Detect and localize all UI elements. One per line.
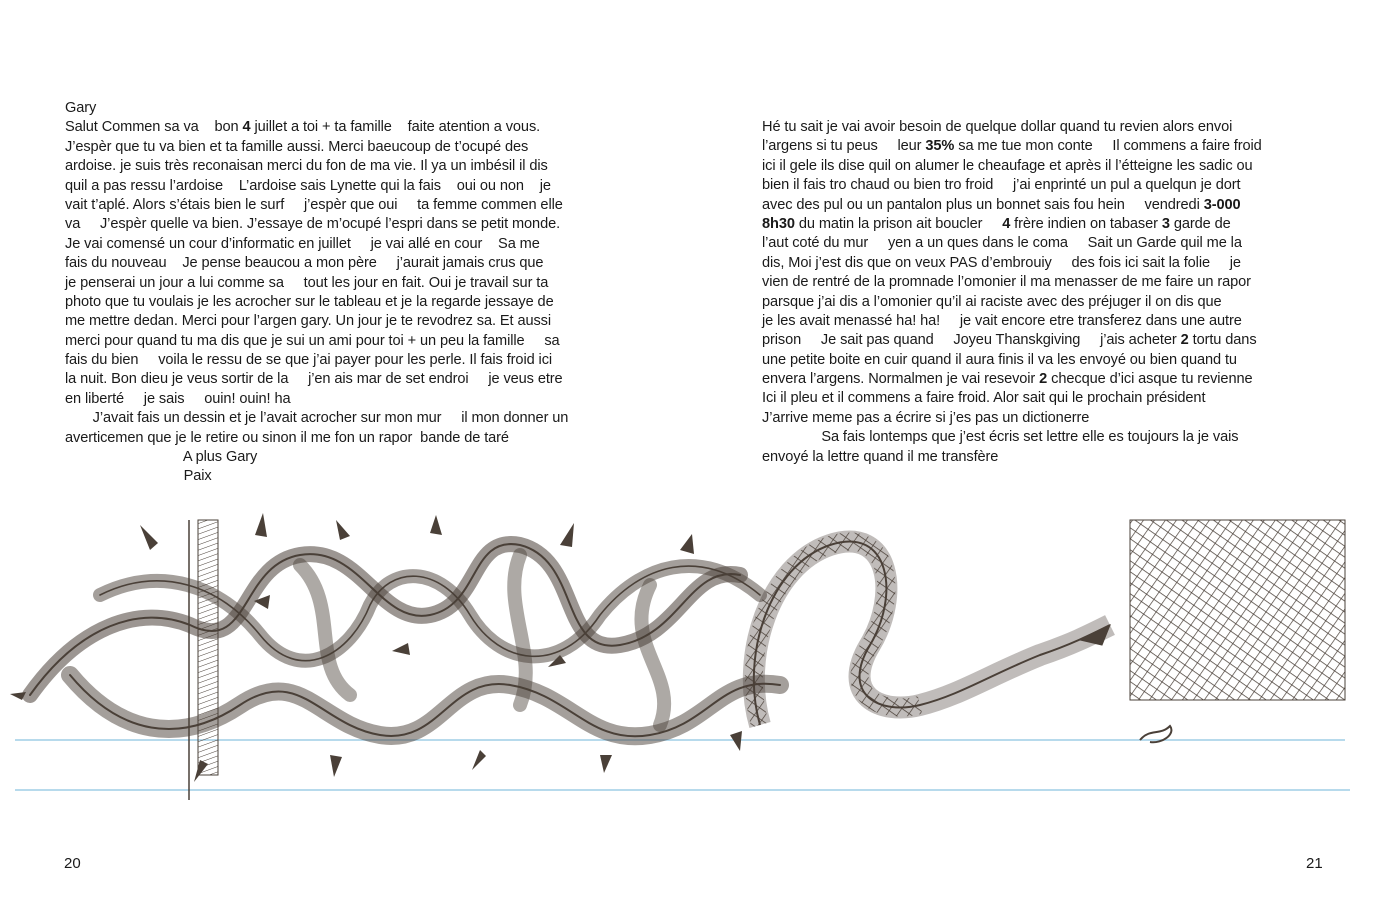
text-segment: Hé tu sait je vai avoir besoin de quelque dollar quand tu revien alors envoi <box>762 119 1233 135</box>
text-segment: juillet a toi + ta famille faite atention a vous. <box>250 119 541 136</box>
text-segment: une petite boite en cuir quand il aura finis il va les envoyé ou bien quand tu <box>762 351 1237 368</box>
text-line <box>762 157 1302 176</box>
text-line <box>762 312 1302 331</box>
text-segment: je les avait menassé ha! ha! je vait encore etre transferez dans une autre <box>762 312 1242 329</box>
text-segment: ici il gele ils dise quil on alumer le cheaufage et après il l’étteigne les sadic ou <box>762 157 1253 174</box>
text-segment: garde de <box>1169 215 1231 232</box>
text-line <box>65 196 605 215</box>
text-line <box>65 293 605 312</box>
text-line <box>65 274 605 293</box>
bold-number: 35% <box>925 138 955 155</box>
text-segment: me mettre dedan. Merci pour l’argen gary. Un jour je te revodrez sa. Et aussi <box>65 313 552 330</box>
text-segment: merci pour quand tu ma dis que je sui un ami pour toi + un peu la famille sa <box>65 332 560 349</box>
text-line <box>65 467 605 486</box>
text-segment: vait t’aplé. Alors s’étais bien le surf j’espèr que oui ta femme commen elle <box>65 196 563 213</box>
text-segment: vien de rentré de la promnade l’omonier il ma menasser de me faire un rapor <box>762 274 1251 291</box>
text-line <box>762 293 1302 312</box>
bold-number: 2 <box>1039 371 1048 388</box>
text-segment: quil a pas ressu l’ardoise L’ardoise sais Lynette qui la fais oui ou non je <box>65 177 551 194</box>
snake <box>754 541 1172 742</box>
text-segment: averticemen que je le retire ou sinon il me fon un rapor bande de taré <box>65 429 509 446</box>
text-segment: Ici il pleu et il commens a faire froid. Alor sait qui le prochain président <box>762 390 1206 407</box>
text-line <box>65 254 605 273</box>
bold-number: 3-000 <box>1203 196 1241 213</box>
text-line <box>762 254 1302 273</box>
text-line <box>65 370 605 389</box>
text-line <box>65 138 605 157</box>
text-line <box>762 389 1302 408</box>
text-segment: Sa fais lontemps que j’est écris set lettre elle es toujours la je vais <box>762 429 1239 446</box>
thorny-vine-drawing <box>0 505 1393 815</box>
bold-number: 8h30 <box>762 215 795 232</box>
text-line <box>65 118 605 137</box>
text-line <box>65 429 605 448</box>
text-segment: la nuit. Bon dieu je veus sortir de la j’en ais mar de set endroi je veus etre <box>65 371 563 388</box>
text-segment: Paix <box>65 468 212 485</box>
text-line <box>762 234 1302 253</box>
text-line <box>762 273 1302 292</box>
text-segment: photo que tu voulais je les acrocher sur le tableau et je la regarde jessaye de <box>65 293 554 310</box>
right-page-letter <box>762 118 1302 467</box>
text-segment: fais du bien voila le ressu de se que j’ai payer pour les perle. Il fais froid ici <box>65 352 553 369</box>
text-segment: va J’espèr quelle va bien. J’essaye de m’ocupé l’espri dans se petit monde. <box>65 216 561 233</box>
text-line <box>65 448 605 467</box>
text-segment: J’espèr que tu va bien et ta famille aussi. Merci baeucoup de t’ocupé des <box>65 138 529 155</box>
text-line <box>65 177 605 196</box>
text-line <box>65 99 605 118</box>
bold-number: 4 <box>242 119 251 136</box>
thorny-vines <box>30 544 780 736</box>
crosshatched-block <box>1130 520 1345 700</box>
page-number-left: 20 <box>64 855 81 872</box>
text-line <box>762 331 1302 350</box>
text-line <box>762 409 1302 428</box>
text-line <box>762 215 1302 234</box>
text-line <box>65 157 605 176</box>
text-line <box>65 409 605 428</box>
text-line <box>762 351 1302 370</box>
text-segment: en liberté je sais ouin! ouin! ha <box>65 390 291 407</box>
text-line <box>762 118 1302 137</box>
text-line <box>65 312 605 331</box>
bold-number: 4 <box>1002 215 1011 232</box>
text-segment: envera l’argens. Normalmen je vai resevoir <box>762 371 1040 388</box>
text-segment: du matin la prison ait boucler <box>794 215 1003 232</box>
page-number-right: 21 <box>1306 855 1323 872</box>
text-segment: Je vai comensé un cour d’informatic en juillet je vai allé en cour Sa me <box>65 235 540 252</box>
text-segment: l’argens si tu peus leur <box>762 138 926 155</box>
text-line <box>65 351 605 370</box>
text-segment: ardoise. je suis très reconaisan merci du fon de ma vie. Il ya un imbésil il dis <box>65 158 548 175</box>
text-segment: envoyé la lettre quand il me transfère <box>762 448 999 465</box>
text-line <box>762 428 1302 447</box>
text-segment: parsque j’ai dis a l’omonier qu’il ai raciste avec des préjuger il on dis que <box>762 293 1222 310</box>
text-segment: sa me tue mon conte Il commens a faire froid <box>954 138 1262 155</box>
left-page-letter <box>65 99 605 487</box>
text-segment: checque d’ici asque tu revienne <box>1047 371 1253 388</box>
text-segment: A plus Gary <box>65 449 258 466</box>
text-line <box>65 215 605 234</box>
text-line <box>762 196 1302 215</box>
text-line <box>65 235 605 254</box>
text-segment: frère indien on tabaser <box>1010 215 1162 232</box>
text-segment: l’aut coté du mur yen a un ques dans le coma Sait un Garde quil me la <box>762 235 1242 252</box>
text-line <box>762 448 1302 467</box>
text-segment: avec des pul ou un pantalon plus un bonnet sais fou hein vendredi <box>762 196 1204 213</box>
text-line <box>762 137 1302 156</box>
text-line <box>65 332 605 351</box>
text-segment: Gary <box>65 100 97 116</box>
text-segment: je penserai un jour a lui comme sa tout les jour en fait. Oui je travail sur ta <box>65 274 549 291</box>
text-line <box>762 370 1302 389</box>
text-segment: fais du nouveau Je pense beaucou a mon père j’aurait jamais crus que <box>65 255 544 272</box>
text-segment: J’arrive meme pas a écrire si j’es pas un dictionerre <box>762 409 1090 426</box>
bold-number: 3 <box>1161 215 1170 232</box>
thorn-stem <box>198 520 218 775</box>
text-segment: Salut Commen sa va bon <box>65 119 243 136</box>
text-segment: prison Je sait pas quand Joyeu Thanskgiving j’ais acheter <box>762 332 1181 349</box>
text-line <box>65 390 605 409</box>
text-line <box>762 176 1302 195</box>
text-segment: dis, Moi j’est dis que on veux PAS d’embrouiy des fois ici sait la folie je <box>762 254 1241 271</box>
text-segment: bien il fais tro chaud ou bien tro froid j’ai enprinté un pul a quelqun je dort <box>762 177 1241 194</box>
text-segment: J’avait fais un dessin et je l’avait acrocher sur mon mur il mon donner un <box>65 410 569 427</box>
bold-number: 2 <box>1180 332 1189 349</box>
text-segment: tortu dans <box>1188 332 1257 349</box>
